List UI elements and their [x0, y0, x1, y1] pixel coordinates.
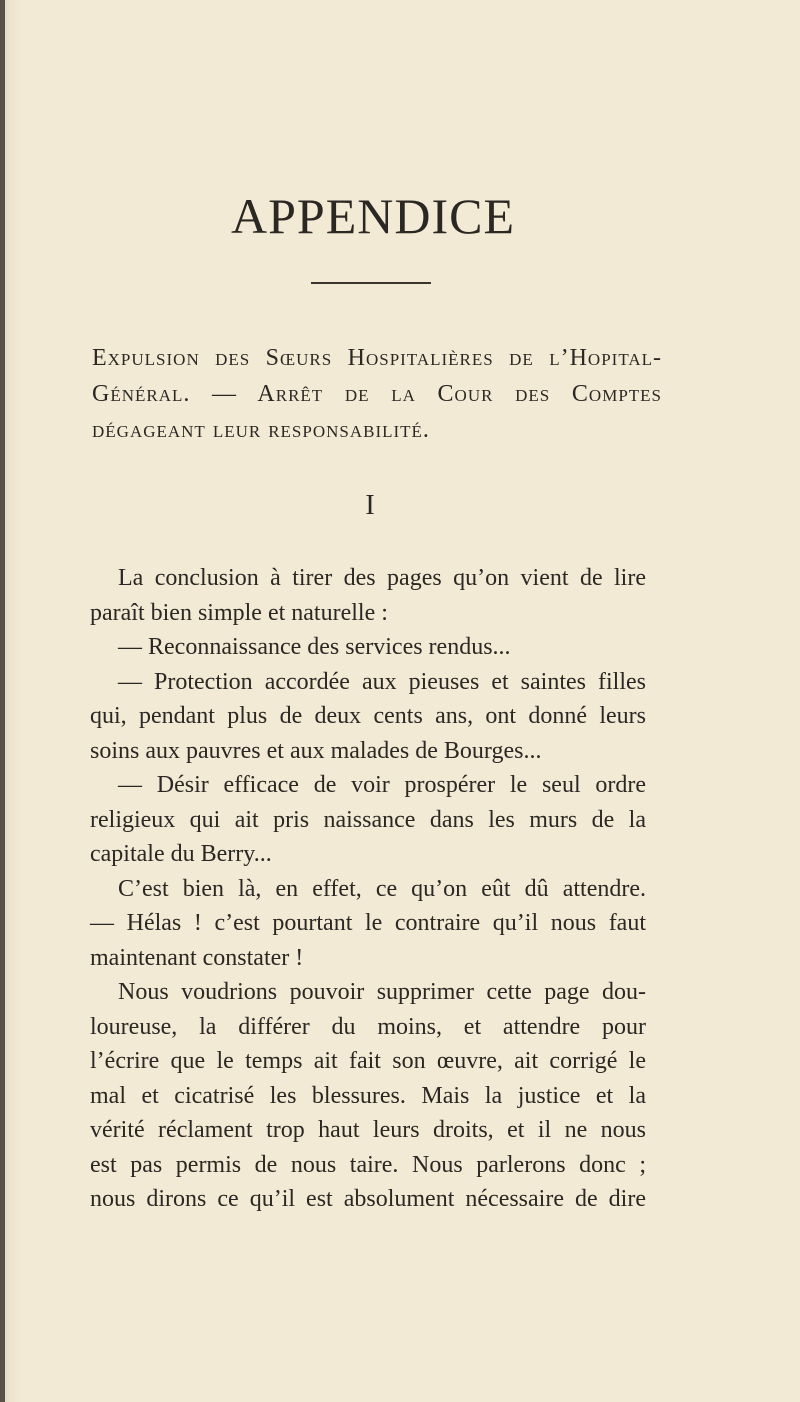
section-number: I: [365, 490, 375, 521]
chapter-subtitle: [92, 340, 662, 448]
text-line: — Reconnaissance des services rendus...: [118, 634, 511, 660]
text-line: vérité réclament trop haut leurs droits, et il ne nous: [90, 1117, 646, 1143]
text-line: est pas permis de nous taire. Nous parlerons donc ;: [90, 1151, 646, 1178]
text-line: — Hélas ! c’est pourtant le contraire qu’il nous faut: [90, 910, 646, 936]
body-text: [90, 561, 646, 1217]
text-line: l’écrire que le temps ait fait son œuvre, ait corrigé le: [90, 1048, 646, 1074]
text-line: — Protection accordée aux pieuses et saintes filles: [118, 668, 646, 695]
text-line: Nous voudrions pouvoir supprimer cette page dou-: [118, 979, 646, 1005]
text-line: — Désir efficace de voir prospérer le seul ordre: [118, 772, 646, 798]
text-line: religieux qui ait pris naissance dans les murs de la: [90, 806, 646, 833]
text-line: C’est bien là, en effet, ce qu’on eût dû attendre.: [118, 875, 646, 902]
title-rule: [311, 282, 431, 284]
subtitle-line: dégageant leur responsabilité.: [92, 417, 430, 443]
text-line: soins aux pauvres et aux malades de Bourges...: [90, 737, 542, 764]
text-line: paraît bien simple et naturelle :: [90, 599, 388, 626]
text-line: qui, pendant plus de deux cents ans, ont donné leurs: [90, 703, 646, 729]
subtitle-line: Général. — Arrêt de la Cour des Comptes: [92, 381, 662, 407]
text-line: nous dirons ce qu’il est absolument nécessaire de dire: [90, 1186, 646, 1212]
text-line: mal et cicatrisé les blessures. Mais la justice et la: [90, 1082, 646, 1109]
page-title: APPENDICE: [230, 188, 516, 244]
text-line: capitale du Berry...: [90, 841, 272, 867]
text-line: La conclusion à tirer des pages qu’on vient de lire: [118, 565, 646, 591]
subtitle-line: Expulsion des Sœurs Hospitalières de l’Hopital-: [92, 345, 662, 371]
text-line: maintenant constater !: [90, 944, 304, 971]
text-line: loureuse, la différer du moins, et attendre pour: [90, 1013, 646, 1040]
